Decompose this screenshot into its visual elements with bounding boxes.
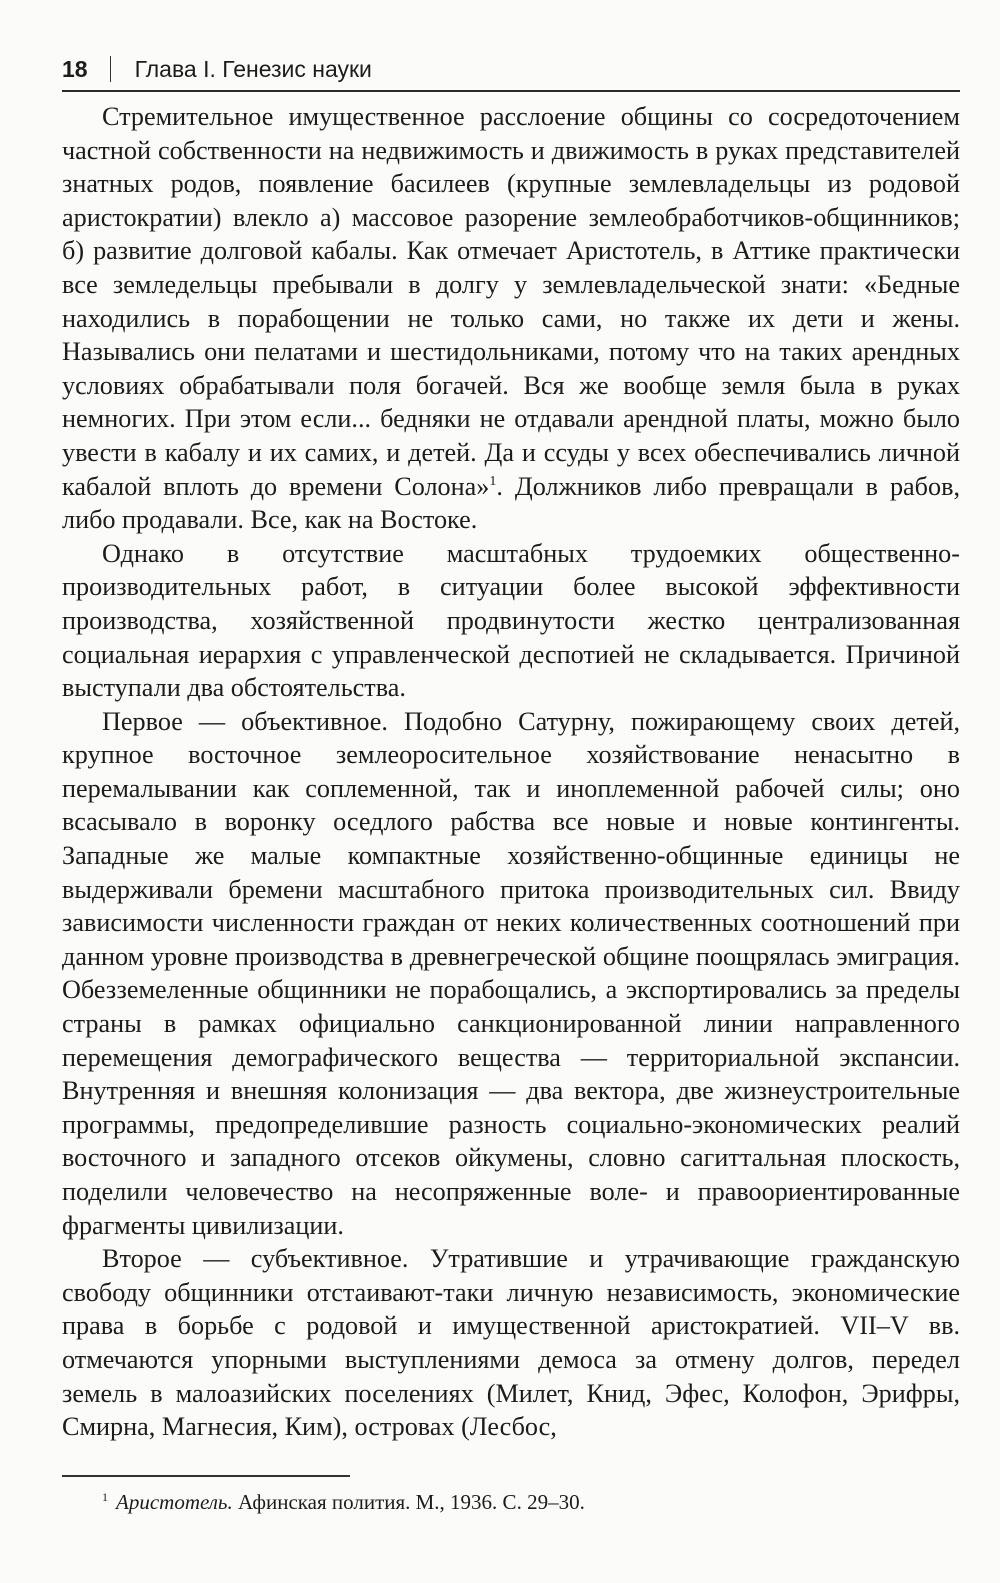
running-header [62,52,960,86]
footnote-number: 1 [102,1490,108,1504]
paragraph-1: Стремительное имущественное расслоение общины со сосредоточением частной собственности на недвижимость и движимость в руках представителей знатных родов, появление басилеев (крупные землевладельцы из родовой аристократии) влекло а) массовое разорение землеобработчиков-общинников; б) развитие долговой кабалы. Как отмечает Аристотель, в Аттике практически все земледельцы пребывали в долгу у землевладельческой знати: «Бедные находились в порабощении не только сами, но также их дети и жены. Назывались они пелатами и шестидольниками, потому что на таких арендных условиях обрабатывали поля богачей. Вся же вообще земля была в руках немногих. При этом если... бедняки не отдавали арендной платы, можно было увести в кабалу и их самих, и детей. Да и ссуды у всех обеспечивались личной кабалой вплоть до времени Солона»$^1$. Должников либо превращали в рабов, либо продавали. Все, как на Востоке. [62,102,960,535]
footnote-ref[interactable]: 1 [489,473,497,489]
footnote-text: Афинская полития. М., 1936. С. 29–30. [232,1490,585,1514]
header-separator [110,56,111,82]
paragraph-2: Однако в отсутствие масштабных трудоемких общественно-производительных работ, в ситуации более высокой эффективности производства, хозяйственной продвинутости жестко централизованная социальная иерархия с управленческой деспотией не складывается. Причиной выступали два обстоятельства. [62,538,960,703]
main-text [62,100,960,1444]
footnote-author: Аристотель. [116,1490,233,1514]
footnote [102,1488,960,1516]
page-number: 18 [62,55,88,82]
book-page [62,0,960,1583]
paragraph-3: Первое — объективное. Подобно Сатурну, пожирающему своих детей, крупное восточное землеоросительное хозяйствование ненасытно в перемалывании как соплеменной, так и иноплеменной рабочей силы; оно всасывало в воронку оседлого рабства все новые и новые контингенты. Западные же малые компактные хозяйственно-общинные единицы не выдерживали бремени масштабного притока производительных сил. Ввиду зависимости численности граждан от неких количественных соотношений при данном уровне производства в древнегреческой общине поощрялась эмиграция. Обезземеленные общинники не порабощались, а экспортировались за пределы страны в рамках официально санкционированной линии направленного перемещения демографического вещества — территориальной экспансии. Внутренняя и внешняя колонизация — два вектора, две жизнеустроительные программы, предопределившие разность социально-экономических реалий восточного и западного отсеков ойкумены, словно сагиттальная плоскость, поделили человечество на несопряженные воле- и правоориентированные фрагменты цивилизации. [62,706,960,1240]
paragraph-4: Второе — субъективное. Утратившие и утрачивающие гражданскую свободу общинники отстаивают-таки личную независимость, экономические права в борьбе с родовой и имущественной аристократией. VII–V вв. отмечаются упорными выступлениями демоса за отмену долгов, передел земель в малоазийских поселениях (Милет, Книд, Эфес, Колофон, Эрифры, Смирна, Магнесия, Ким), островах (Лесбос, [62,1244,960,1442]
chapter-title: Глава I. Генезис науки [134,55,372,82]
footnote-rule [62,1475,350,1477]
header-rule [62,90,960,92]
